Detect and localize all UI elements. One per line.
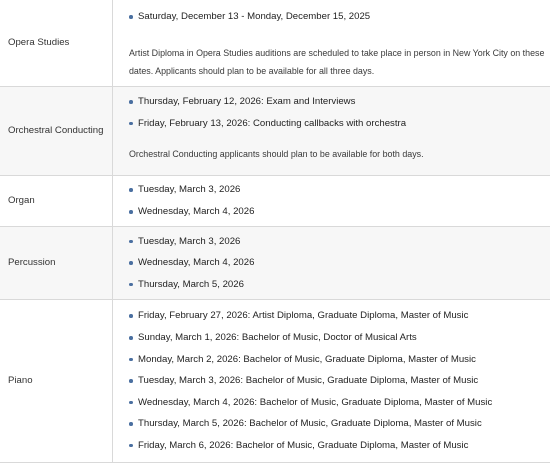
bullet-icon [129, 336, 133, 340]
date-item [129, 231, 546, 253]
bullet-icon [129, 314, 133, 318]
bullet-icon [129, 100, 133, 104]
date-item [129, 252, 546, 274]
bullet-icon [129, 188, 133, 192]
department-name: Orchestral Conducting [0, 87, 113, 176]
table-row-piano [0, 300, 550, 463]
table-row-opera-studies [0, 0, 550, 87]
date-item [129, 413, 546, 435]
bullet-icon [129, 261, 133, 265]
date-item [129, 274, 546, 296]
dates-cell [113, 227, 550, 300]
department-name: Organ [0, 176, 113, 227]
date-text: Friday, February 27, 2026: Artist Diploma, Graduate Diploma, Master of Music [138, 310, 468, 321]
date-item [129, 349, 546, 371]
department-name: Percussion [0, 227, 113, 300]
dates-cell [113, 176, 550, 227]
schedule-note: Artist Diploma in Opera Studies auditions are scheduled to take place in person in New York City on these dates. Applicants should plan to be available for all three days. [129, 44, 546, 80]
bullet-icon [129, 444, 133, 448]
date-item [129, 6, 546, 28]
date-text: Tuesday, March 3, 2026 [138, 236, 240, 247]
bullet-icon [129, 401, 133, 405]
date-text: Wednesday, March 4, 2026 [138, 206, 254, 217]
department-name: Opera Studies [0, 0, 113, 87]
bullet-icon [129, 240, 133, 244]
date-text: Thursday, February 12, 2026: Exam and Interviews [138, 96, 355, 107]
date-item [129, 91, 546, 113]
department-name: Piano [0, 300, 113, 463]
bullet-icon [129, 15, 133, 19]
date-text: Wednesday, March 4, 2026: Bachelor of Music, Graduate Diploma, Master of Music [138, 397, 492, 408]
date-item [129, 370, 546, 392]
date-text: Friday, March 6, 2026: Bachelor of Music, Graduate Diploma, Master of Music [138, 440, 468, 451]
bullet-icon [129, 422, 133, 426]
table-row-organ [0, 176, 550, 227]
bullet-icon [129, 283, 133, 287]
bullet-icon [129, 358, 133, 362]
date-item [129, 305, 546, 327]
date-item [129, 392, 546, 414]
date-text: Saturday, December 13 - Monday, December 15, 2025 [138, 11, 370, 22]
date-list [129, 6, 546, 28]
date-list [129, 305, 546, 456]
date-text: Tuesday, March 3, 2026: Bachelor of Music, Graduate Diploma, Master of Music [138, 375, 478, 386]
date-text: Tuesday, March 3, 2026 [138, 184, 240, 195]
date-list [129, 91, 546, 134]
date-item [129, 327, 546, 349]
date-item [129, 435, 546, 457]
bullet-icon [129, 122, 133, 126]
date-text: Friday, February 13, 2026: Conducting callbacks with orchestra [138, 118, 406, 129]
table-row-percussion [0, 227, 550, 300]
schedule-note: Orchestral Conducting applicants should plan to be available for both days. [129, 145, 546, 163]
date-text: Thursday, March 5, 2026 [138, 279, 244, 290]
dates-cell [113, 300, 550, 463]
date-text: Sunday, March 1, 2026: Bachelor of Music, Doctor of Musical Arts [138, 332, 417, 343]
date-text: Wednesday, March 4, 2026 [138, 257, 254, 268]
dates-cell [113, 0, 550, 87]
date-item [129, 201, 546, 223]
date-list [129, 179, 546, 222]
table-row-orchestral-conducting [0, 87, 550, 176]
bullet-icon [129, 210, 133, 214]
date-item [129, 179, 546, 201]
date-list [129, 231, 546, 296]
date-text: Thursday, March 5, 2026: Bachelor of Music, Graduate Diploma, Master of Music [138, 418, 482, 429]
bullet-icon [129, 379, 133, 383]
date-text: Monday, March 2, 2026: Bachelor of Music, Graduate Diploma, Master of Music [138, 354, 476, 365]
date-item [129, 113, 546, 135]
dates-cell [113, 87, 550, 176]
